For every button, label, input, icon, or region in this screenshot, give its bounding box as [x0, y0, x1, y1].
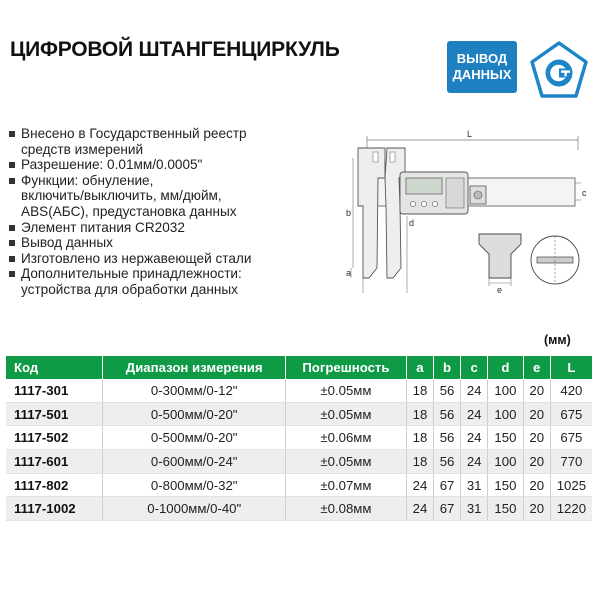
table-row [6, 450, 592, 474]
specification-table [6, 356, 592, 521]
column-header-code: Код [6, 356, 103, 379]
cell-accuracy: ±0.06мм [285, 426, 406, 450]
data-output-badge [447, 41, 517, 93]
feature-item: средств измерений [21, 141, 144, 157]
cell-a: 18 [406, 379, 433, 402]
column-header-L: L [550, 356, 592, 379]
cell-range: 0-300мм/0-12" [103, 379, 285, 402]
cell-accuracy: ±0.05мм [285, 379, 406, 402]
cell-L: 1220 [550, 497, 592, 521]
cell-d: 150 [488, 473, 523, 497]
cell-a: 24 [406, 497, 433, 521]
table-row [6, 402, 592, 426]
cell-L: 675 [550, 402, 592, 426]
column-header-accuracy: Погрешность [285, 356, 406, 379]
column-header-d: d [488, 356, 523, 379]
cell-b: 56 [434, 402, 461, 426]
cell-e: 20 [523, 473, 550, 497]
cell-d: 150 [488, 497, 523, 521]
cell-accuracy: ±0.07мм [285, 473, 406, 497]
gost-certification-icon [528, 40, 590, 100]
caliper-diagram [345, 128, 595, 298]
cell-e: 20 [523, 497, 550, 521]
cell-b: 67 [434, 497, 461, 521]
cell-b: 56 [434, 426, 461, 450]
table-header-row [6, 356, 592, 379]
dimension-label-a: a [346, 268, 352, 278]
cell-L: 420 [550, 379, 592, 402]
dimension-label-c: c [582, 188, 587, 198]
cell-a: 18 [406, 450, 433, 474]
badge-line-1: ВЫВОД [456, 51, 508, 66]
cell-accuracy: ±0.05мм [285, 402, 406, 426]
cell-d: 100 [488, 379, 523, 402]
cell-code: 1117-301 [6, 379, 103, 402]
cell-accuracy: ±0.05мм [285, 450, 406, 474]
cell-accuracy: ±0.08мм [285, 497, 406, 521]
column-header-c: c [461, 356, 488, 379]
cell-c: 24 [461, 402, 488, 426]
cell-e: 20 [523, 450, 550, 474]
feature-item: Элемент питания CR2032 [8, 220, 338, 236]
cell-code: 1117-1002 [6, 497, 103, 521]
column-header-b: b [434, 356, 461, 379]
column-header-e: e [523, 356, 550, 379]
feature-item: включить/выключить, мм/дюйм, [21, 188, 222, 204]
cell-a: 18 [406, 426, 433, 450]
unit-label: (мм) [544, 333, 571, 347]
dimension-label-L: L [467, 129, 473, 139]
cell-c: 24 [461, 426, 488, 450]
badge-line-2: ДАННЫХ [452, 67, 512, 82]
cell-e: 20 [523, 402, 550, 426]
cell-a: 18 [406, 402, 433, 426]
cell-b: 56 [434, 450, 461, 474]
cell-L: 1025 [550, 473, 592, 497]
column-header-range: Диапазон измерения [103, 356, 285, 379]
feature-item: Внесено в Государственный реестр [8, 126, 338, 142]
cell-d: 100 [488, 450, 523, 474]
dimension-label-d: d [409, 218, 415, 228]
cell-e: 20 [523, 379, 550, 402]
cell-range: 0-1000мм/0-40" [103, 497, 285, 521]
cell-a: 24 [406, 473, 433, 497]
cell-L: 770 [550, 450, 592, 474]
cell-c: 31 [461, 473, 488, 497]
column-header-a: a [406, 356, 433, 379]
feature-item: Разрешение: 0.01мм/0.0005" [8, 157, 338, 173]
cell-code: 1117-601 [6, 450, 103, 474]
feature-item: устройства для обработки данных [21, 281, 238, 297]
cell-c: 24 [461, 379, 488, 402]
dimension-label-b: b [346, 208, 352, 218]
cell-e: 20 [523, 426, 550, 450]
cell-b: 67 [434, 473, 461, 497]
cell-d: 100 [488, 402, 523, 426]
cell-range: 0-600мм/0-24" [103, 450, 285, 474]
cell-code: 1117-501 [6, 402, 103, 426]
cell-L: 675 [550, 426, 592, 450]
feature-item: Дополнительные принадлежности: [8, 266, 338, 282]
dimension-label-e: e [497, 285, 503, 295]
table-row [6, 497, 592, 521]
cell-range: 0-500мм/0-20" [103, 426, 285, 450]
table-row [6, 426, 592, 450]
feature-list [8, 126, 338, 298]
cell-b: 56 [434, 379, 461, 402]
feature-item: Вывод данных [8, 235, 338, 251]
cell-range: 0-800мм/0-32" [103, 473, 285, 497]
cell-range: 0-500мм/0-20" [103, 402, 285, 426]
cell-d: 150 [488, 426, 523, 450]
cell-code: 1117-802 [6, 473, 103, 497]
page-title: ЦИФРОВОЙ ШТАНГЕНЦИРКУЛЬ [10, 38, 340, 61]
feature-item: Функции: обнуление, [8, 173, 338, 189]
cell-code: 1117-502 [6, 426, 103, 450]
cell-c: 24 [461, 450, 488, 474]
table-row [6, 473, 592, 497]
feature-item: ABS(АБС), предустановка данных [21, 203, 237, 219]
cell-c: 31 [461, 497, 488, 521]
table-row [6, 379, 592, 402]
feature-item: Изготовлено из нержавеющей стали [8, 251, 338, 267]
